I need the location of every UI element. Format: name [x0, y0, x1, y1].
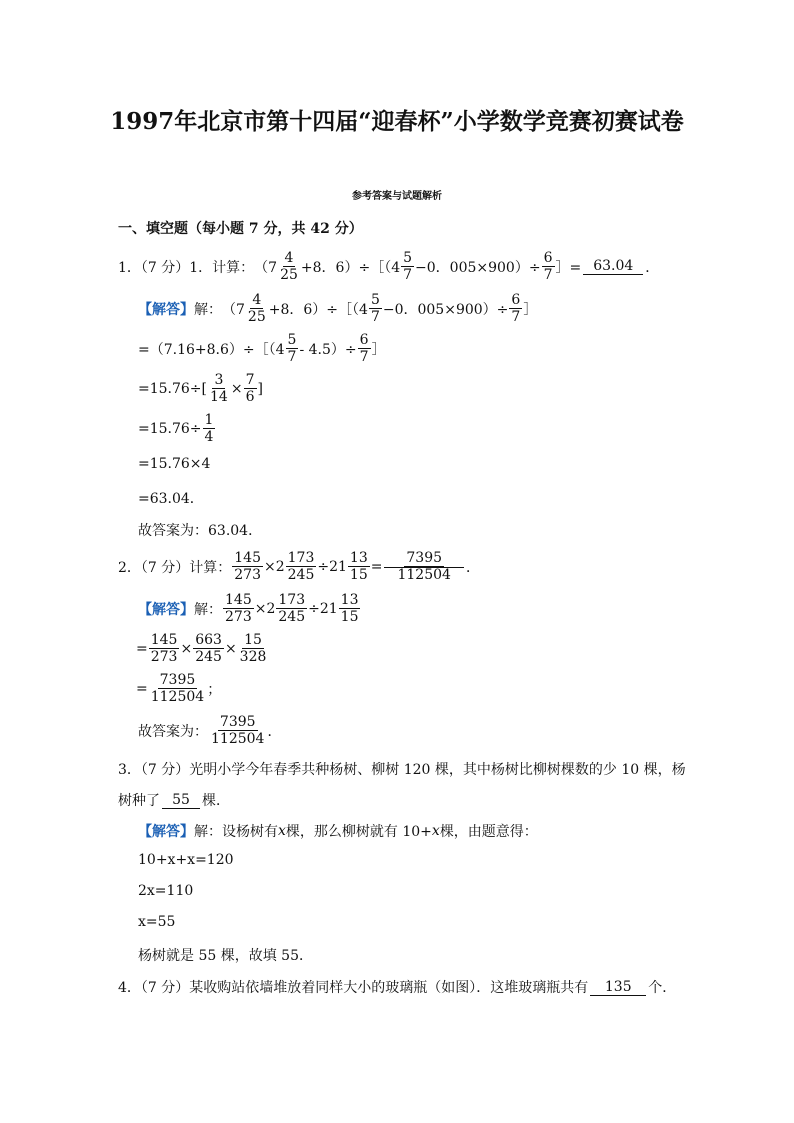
q3-question-line-1: 3．（7 分）光明小学今年春季共种杨树、柳树 120 棵，其中杨树比柳树棵数的少 10 棵，杨	[118, 762, 686, 778]
numerator: 145	[225, 592, 252, 608]
numerator: 173	[278, 592, 306, 608]
q3-final-answer: 杨树就是 55 棵，故填 55．	[138, 948, 313, 964]
q1-solution-line-3	[138, 372, 263, 405]
q3-solution-line-1	[138, 821, 538, 841]
denominator: 4	[204, 429, 214, 445]
q3-answer-blank: 55	[162, 792, 200, 809]
denominator: 7	[543, 267, 553, 283]
denominator: 273	[150, 649, 178, 665]
q2-prefix: 2．（7 分）计算：	[118, 559, 232, 576]
q2-question	[118, 550, 480, 583]
denominator: 15	[340, 609, 359, 625]
variable: x	[431, 823, 440, 839]
numerator: 145	[150, 632, 178, 648]
solution-tag: 【解答】	[138, 301, 194, 318]
denominator: 273	[234, 567, 261, 583]
numerator: 1	[204, 412, 214, 428]
numerator: 663	[195, 632, 222, 648]
numerator: 4	[252, 292, 262, 308]
expr-text: +8．6）÷［（4	[268, 301, 368, 318]
q1-expr-c: −0．005×900）÷	[415, 259, 541, 276]
q1-solution-line-4	[138, 412, 216, 445]
denominator: 7	[359, 349, 369, 365]
solution-tag: 【解答】	[138, 601, 194, 618]
q3-equation-3: x=55	[138, 914, 176, 930]
q1-expr-b: +8．6）÷［（4	[300, 259, 401, 276]
denominator: 15	[349, 567, 368, 583]
numerator: 13	[340, 592, 359, 608]
q1-solution-line-1	[138, 292, 537, 325]
q3-equation-2: 2x=110	[138, 883, 194, 899]
fraction	[246, 292, 268, 325]
expr-text: =15.76÷[	[138, 380, 208, 397]
q2-final-answer	[138, 714, 281, 747]
fraction	[149, 632, 180, 665]
numerator: 6	[359, 332, 369, 348]
fraction	[149, 672, 206, 705]
denominator: 328	[239, 649, 267, 665]
denominator: 7	[403, 267, 413, 283]
blank-underline	[384, 567, 463, 568]
page-title: 1997年北京市第十四届“迎春杯”小学数学竞赛初赛试卷	[110, 108, 684, 135]
q2-solution-line-2	[136, 632, 269, 665]
q1-prefix: 1．（7 分）1．计算：	[118, 259, 255, 276]
fraction	[542, 250, 555, 283]
q2-solution-line-3	[136, 672, 221, 705]
section-heading: 一、填空题（每小题 7 分，共 42 分）	[118, 221, 363, 237]
numerator: 3	[214, 372, 224, 388]
numerator: 5	[370, 292, 380, 308]
denominator: 6	[245, 389, 255, 405]
numerator: 7	[245, 372, 255, 388]
expr-text: 棵，由题意得：	[439, 824, 538, 840]
q1-solution-line-2	[138, 332, 386, 365]
expr-text: =	[136, 640, 148, 657]
fraction	[232, 550, 263, 583]
fraction	[238, 632, 269, 665]
fraction	[203, 412, 216, 445]
expr-text: ]	[257, 380, 263, 397]
expr-text: ×2	[264, 558, 285, 575]
expr-text: 棵．	[202, 793, 230, 809]
q2-solution-line-1	[138, 592, 361, 625]
numerator: 173	[287, 550, 315, 566]
expr-text: ×2	[254, 600, 276, 617]
fraction	[276, 592, 307, 625]
variable: x	[278, 823, 286, 839]
expr-text: 4．（7 分）某收购站依墙堆放着同样大小的玻璃瓶（如图）．这堆玻璃瓶共有	[118, 980, 589, 996]
fraction	[348, 550, 370, 583]
numerator: 6	[543, 250, 553, 266]
expr-text: 树种了	[118, 793, 160, 809]
denominator: 245	[287, 567, 315, 583]
q1-answer-blank: 63.04	[583, 258, 643, 275]
q1-final-answer: 故答案为：63.04．	[138, 523, 263, 539]
expr-text: ×	[180, 640, 193, 657]
q1-end: ．	[645, 259, 660, 276]
numerator: 7395	[219, 714, 256, 730]
fraction	[339, 592, 361, 625]
denominator: 14	[210, 389, 228, 405]
denominator: 7	[370, 309, 380, 325]
fraction	[509, 292, 522, 325]
q1-solution-line-5: =15.76×4	[138, 456, 211, 472]
expr-text: =（7.16+8.6）÷［（4	[138, 341, 285, 358]
expr-text: ］	[371, 341, 386, 358]
denominator: 112504	[150, 689, 205, 705]
denominator: 245	[195, 649, 222, 665]
numerator: 7395	[406, 550, 443, 566]
q1-solution-line-6: =63.04．	[138, 491, 204, 507]
fraction	[223, 592, 254, 625]
expr-text: ÷21	[308, 600, 338, 617]
expr-text: ÷21	[317, 558, 347, 575]
expr-text: - 4.5）÷	[299, 341, 357, 358]
q3-equation-1: 10+x+x=120	[138, 852, 234, 868]
fraction	[244, 372, 257, 405]
expr-text: ］	[523, 301, 538, 318]
expr-text: ×	[224, 640, 237, 657]
expr-text: =	[370, 558, 383, 575]
expr-text: ；	[207, 681, 222, 698]
q1-expr-a: （7	[254, 259, 278, 276]
denominator: 25	[280, 267, 298, 283]
q1-expr-d: ］=	[555, 259, 582, 276]
denominator: 112504	[211, 731, 265, 747]
fraction	[278, 250, 300, 283]
numerator: 7395	[159, 672, 196, 688]
expr-text: =15.76÷	[138, 420, 202, 437]
expr-text: 故答案为：	[138, 723, 208, 740]
denominator: 112504	[397, 567, 451, 583]
q3-question-line-2	[118, 790, 230, 810]
numerator: 5	[403, 250, 413, 266]
numerator: 13	[349, 550, 368, 566]
numerator: 6	[511, 292, 521, 308]
denominator: 7	[511, 309, 521, 325]
q4-answer-blank: 135	[590, 979, 646, 996]
fraction	[286, 550, 317, 583]
sol-prefix: 解：	[194, 301, 222, 318]
fraction	[193, 632, 224, 665]
expr-text: 棵，那么柳树就有 10+	[285, 824, 432, 840]
expr-text: ×	[230, 380, 243, 397]
expr-text: −0．005×900）÷	[382, 301, 509, 318]
fraction	[358, 332, 371, 365]
denominator: 245	[278, 609, 306, 625]
q4-question	[118, 977, 676, 997]
numerator: 145	[234, 550, 261, 566]
fraction	[369, 292, 382, 325]
q2-answer-blank	[384, 550, 463, 583]
expr-text: ．	[267, 723, 282, 740]
q1-question	[118, 250, 659, 283]
denominator: 7	[287, 349, 297, 365]
numerator: 15	[244, 632, 262, 648]
subtitle: 参考答案与试题解析	[352, 191, 442, 202]
fraction	[209, 714, 266, 747]
denominator: 273	[225, 609, 252, 625]
solution-tag: 【解答】	[138, 824, 194, 840]
fraction	[286, 332, 299, 365]
expr-text: （7	[222, 301, 245, 318]
expr-text: 解：设杨树有	[194, 824, 278, 840]
sol-prefix: 解：	[194, 601, 222, 618]
numerator: 5	[287, 332, 297, 348]
expr-text: =	[136, 680, 148, 697]
denominator: 25	[247, 309, 266, 325]
numerator: 4	[284, 250, 294, 266]
expr-text: ．	[465, 559, 480, 576]
fraction	[208, 372, 230, 405]
fraction	[401, 250, 414, 283]
expr-text: 个．	[648, 980, 677, 996]
